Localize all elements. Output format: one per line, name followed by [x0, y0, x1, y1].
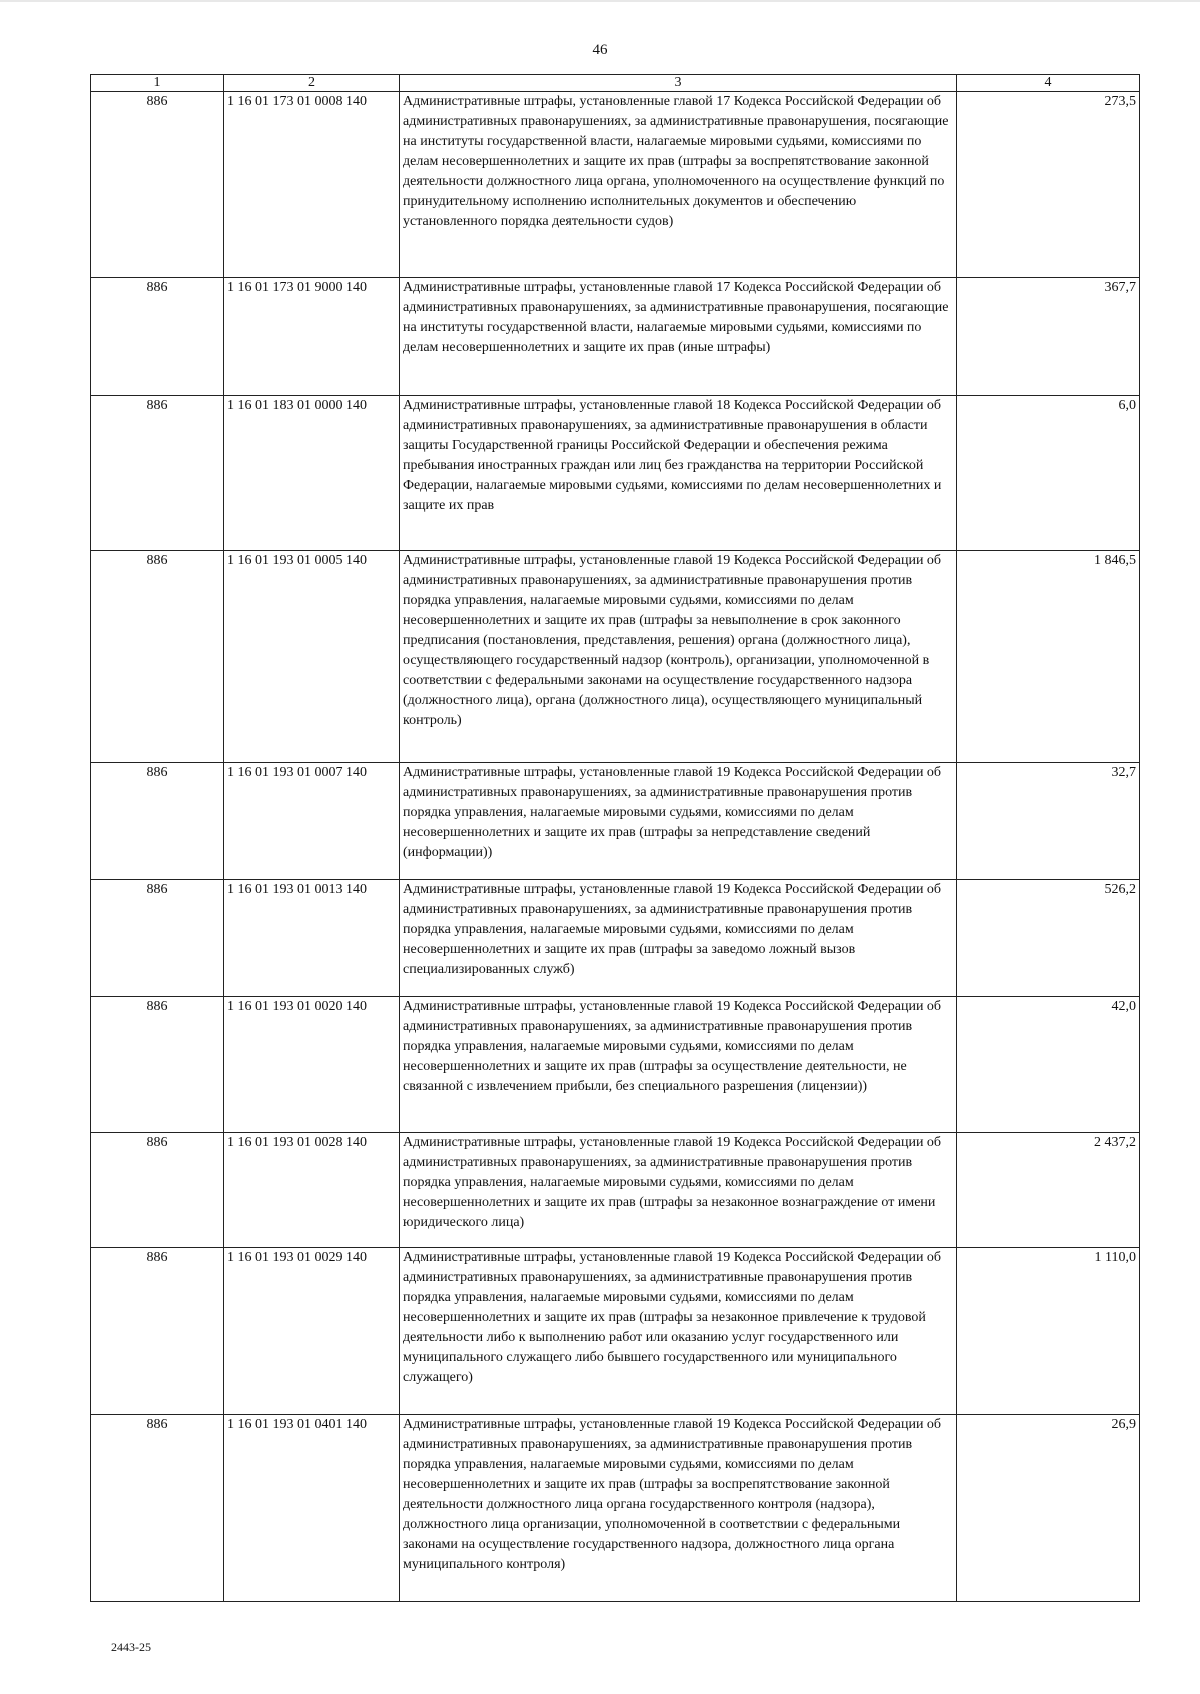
admin-code-cell: 886	[91, 1248, 224, 1415]
table-row	[91, 880, 1140, 997]
admin-code-cell: 886	[91, 396, 224, 551]
column-header-3: 3	[400, 75, 957, 92]
description-cell: Административные штрафы, установленные главой 19 Кодекса Российской Федерации об административных правонарушениях, за административные правонарушения против порядка управления, налагаемые мировыми судьями, комиссиями по делам несовершеннолетних и защите их прав (штрафы за невыполнение в срок законного предписания (постановления, представления, решения) органа (должностного лица), осуществляющего государственный надзор (контроль), организации, уполномоченной в соответствии с федеральными законами на осуществление государственного надзора (должностного лица), органа (должностного лица), осуществляющего муниципальный контроль)	[400, 551, 957, 763]
budget-code-cell: 1 16 01 193 01 0007 140	[224, 763, 400, 880]
column-header-1: 1	[91, 75, 224, 92]
amount-cell: 526,2	[957, 880, 1140, 997]
budget-code-cell: 1 16 01 193 01 0029 140	[224, 1248, 400, 1415]
admin-code-cell: 886	[91, 1415, 224, 1602]
description-cell: Административные штрафы, установленные главой 19 Кодекса Российской Федерации об административных правонарушениях, за административные правонарушения против порядка управления, налагаемые мировыми судьями, комиссиями по делам несовершеннолетних и защите их прав (штрафы за заведомо ложный вызов специализированных служб)	[400, 880, 957, 997]
table-row	[91, 396, 1140, 551]
admin-code-cell: 886	[91, 997, 224, 1133]
table-row	[91, 1133, 1140, 1248]
amount-cell: 32,7	[957, 763, 1140, 880]
admin-code-cell: 886	[91, 1133, 224, 1248]
description-cell: Административные штрафы, установленные главой 19 Кодекса Российской Федерации об административных правонарушениях, за административные правонарушения против порядка управления, налагаемые мировыми судьями, комиссиями по делам несовершеннолетних и защите их прав (штрафы за осуществление деятельности, не связанной с извлечением прибыли, без специального разрешения (лицензии))	[400, 997, 957, 1133]
description-cell: Административные штрафы, установленные главой 17 Кодекса Российской Федерации об административных правонарушениях, за административные правонарушения, посягающие на институты государственной власти, налагаемые мировыми судьями, комиссиями по делам несовершеннолетних и защите их прав (иные штрафы)	[400, 278, 957, 396]
admin-code-cell: 886	[91, 92, 224, 278]
budget-code-cell: 1 16 01 183 01 0000 140	[224, 396, 400, 551]
budget-code-cell: 1 16 01 193 01 0028 140	[224, 1133, 400, 1248]
admin-code-cell: 886	[91, 880, 224, 997]
column-header-2: 2	[224, 75, 400, 92]
table-row	[91, 1248, 1140, 1415]
budget-code-cell: 1 16 01 193 01 0401 140	[224, 1415, 400, 1602]
amount-cell: 1 110,0	[957, 1248, 1140, 1415]
page-number: 46	[592, 42, 608, 58]
admin-code-cell: 886	[91, 278, 224, 396]
amount-cell: 2 437,2	[957, 1133, 1140, 1248]
table-row	[91, 278, 1140, 396]
budget-code-cell: 1 16 01 173 01 9000 140	[224, 278, 400, 396]
budget-code-cell: 1 16 01 193 01 0013 140	[224, 880, 400, 997]
column-header-4: 4	[957, 75, 1140, 92]
description-cell: Административные штрафы, установленные главой 19 Кодекса Российской Федерации об административных правонарушениях, за административные правонарушения против порядка управления, налагаемые мировыми судьями, комиссиями по делам несовершеннолетних и защите их прав (штрафы за незаконное привлечение к трудовой деятельности либо к выполнению работ или оказанию услуг государственного или муниципального служащего либо бывшего государственного или муниципального служащего)	[400, 1248, 957, 1415]
admin-code-cell: 886	[91, 763, 224, 880]
table-row	[91, 92, 1140, 278]
table-row	[91, 997, 1140, 1133]
scan-edge	[0, 0, 1200, 2]
amount-cell: 6,0	[957, 396, 1140, 551]
description-cell: Административные штрафы, установленные главой 17 Кодекса Российской Федерации об административных правонарушениях, за административные правонарушения, посягающие на институты государственной власти, налагаемые мировыми судьями, комиссиями по делам несовершеннолетних и защите их прав (штрафы за воспрепятствование законной деятельности должностного лица органа, уполномоченного на осуществление функций по принудительному исполнению исполнительных документов и обеспечению установленного порядка деятельности судов)	[400, 92, 957, 278]
budget-code-cell: 1 16 01 173 01 0008 140	[224, 92, 400, 278]
document-reference-code: 2443-25	[111, 1640, 151, 1654]
table-row	[91, 1415, 1140, 1602]
revenue-table	[90, 74, 1140, 1602]
amount-cell: 26,9	[957, 1415, 1140, 1602]
table-row	[91, 551, 1140, 763]
table-row	[91, 763, 1140, 880]
description-cell: Административные штрафы, установленные главой 19 Кодекса Российской Федерации об административных правонарушениях, за административные правонарушения против порядка управления, налагаемые мировыми судьями, комиссиями по делам несовершеннолетних и защите их прав (штрафы за незаконное вознаграждение от имени юридического лица)	[400, 1133, 957, 1248]
description-cell: Административные штрафы, установленные главой 18 Кодекса Российской Федерации об административных правонарушениях, за административные правонарушения в области защиты Государственной границы Российской Федерации и обеспечения режима пребывания иностранных граждан или лиц без гражданства на территории Российской Федерации, налагаемые мировыми судьями, комиссиями по делам несовершеннолетних и защите их прав	[400, 396, 957, 551]
amount-cell: 42,0	[957, 997, 1140, 1133]
budget-code-cell: 1 16 01 193 01 0005 140	[224, 551, 400, 763]
amount-cell: 1 846,5	[957, 551, 1140, 763]
admin-code-cell: 886	[91, 551, 224, 763]
column-number-row	[91, 75, 1140, 92]
budget-code-cell: 1 16 01 193 01 0020 140	[224, 997, 400, 1133]
description-cell: Административные штрафы, установленные главой 19 Кодекса Российской Федерации об административных правонарушениях, за административные правонарушения против порядка управления, налагаемые мировыми судьями, комиссиями по делам несовершеннолетних и защите их прав (штрафы за воспрепятствование законной деятельности должностного лица органа государственного контроля (надзора), должностного лица организации, уполномоченной в соответствии с федеральными законами на осуществление государственного надзора, должностного лица органа муниципального контроля)	[400, 1415, 957, 1602]
amount-cell: 273,5	[957, 92, 1140, 278]
amount-cell: 367,7	[957, 278, 1140, 396]
description-cell: Административные штрафы, установленные главой 19 Кодекса Российской Федерации об административных правонарушениях, за административные правонарушения против порядка управления, налагаемые мировыми судьями, комиссиями по делам несовершеннолетних и защите их прав (штрафы за непредставление сведений (информации))	[400, 763, 957, 880]
